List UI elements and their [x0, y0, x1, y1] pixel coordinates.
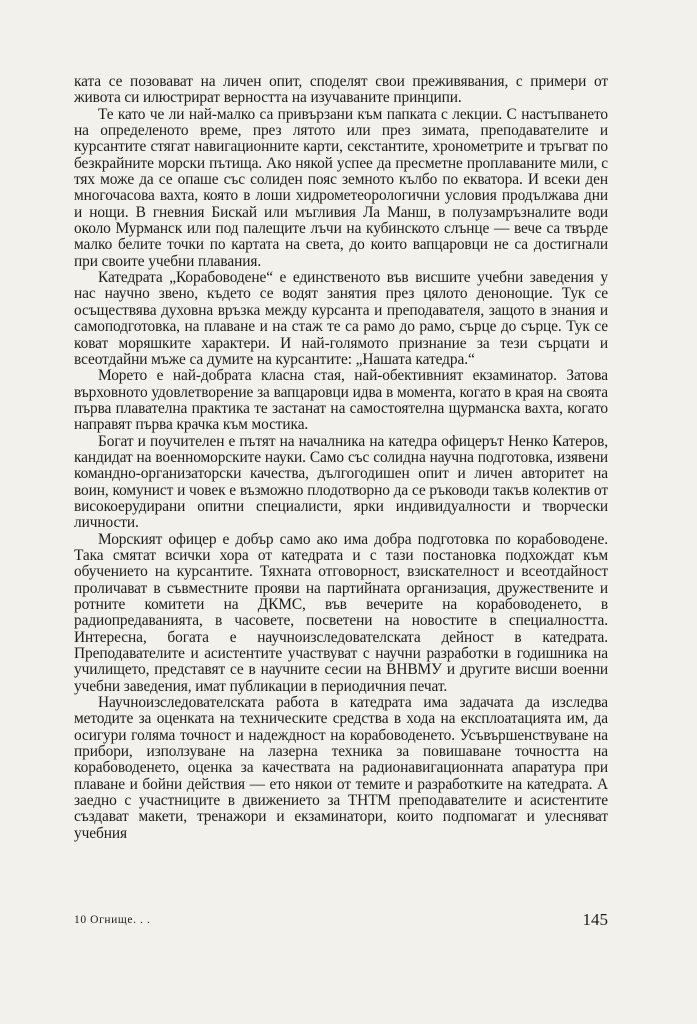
page-footer: [74, 910, 608, 932]
printer-signature: 10 Огнище. . .: [74, 914, 151, 926]
page-body: [74, 74, 608, 842]
paragraph-1: ката се позовават на личен опит, споделят свои преживявания, с примери от живота си илюстрират верността на изучаваните принципи.: [74, 73, 608, 107]
paragraph-6: Морският офицер е добър само ако има добра подготовка по корабоводене. Така смятат всички хора от катедрата и с тази постановка подхождат към обучението на курсантите. Тяхната отговорност, взискателност и всеотдайност проличават в съвместните прояви на партийната организация, дружествените и ротните комитети на ДКМС, във вечерите на корабоводенето, в радиопредаванията, в часовете, посветени на новостите в специалността. Интересна, богата е научноизследователската дейност в катедрата. Преподавателите и асистентите участвуват с научни разработки в годишника на училището, представят се в научните сесии на ВНВМУ и другите висши военни учебни заведения, имат публикации в периодичния печат.: [74, 530, 608, 695]
paragraph-7: Научноизследователската работа в катедрата има задачата да изследва методите за оценката на техническите средства в хода на експлоатацията им, да осигури голяма точност и надеждност на корабоводенето. Усъвършенствуване на прибори, използуване на лазерна техника за повишаване точността на корабоводенето, оценка за качествата на радионавигационната апаратура при плаване и бойни действия — ето някои от темите и разработките на катедрата. А заедно с участниците в движението за ТНТМ преподавателите и асистентите създават макети, тренажори и екзаминатори, които подпомагат и улесняват учебния: [74, 694, 608, 842]
paragraph-2: Те като че ли най-малко са привързани към папката с лекции. С настъпването на определеното време, през лятото или през зимата, преподавателите и курсантите стягат навигационните карти, секстантите, хронометрите и тръгват по безкрайните морски пътища. Ако някой успее да пресметне проплаваните мили, с тях може да се опаше със солиден пояс земното кълбо по екватора. И всеки ден многочасова вахта, която в лоши хидрометеорологични условия продължава дни и нощи. В гневния Бискай или мъгливия Ла Манш, в полузамръзналите води около Мурманск или под палещите лъчи на кубинското слънце — вече са твърде малко белите точки по картата на света, до които вапцаровци не са достигнали при своите учебни плавания.: [74, 105, 608, 270]
paragraph-4: Морето е най-добрата класна стая, най-обективният екзаминатор. Затова върховното удовлетворение за вапцаровци идва в момента, когато в края на своята първа плавателна практика те застанат на самостоятелна щурманска вахта, когато направят първа крачка към мостика.: [74, 367, 608, 434]
paragraph-5: Богат и поучителен е пътят на началника на катедра офицерът Ненко Катеров, кандидат на военноморските науки. Само със солидна научна подготовка, изявени командно-организаторски качества, дългогодишен опит и личен авторитет на воин, комунист и човек е възможно плодотворно да се ръководи такъв колектив от високоерудирани опитни специалисти, ярки индивидуалности и творчески личности.: [74, 432, 608, 532]
paragraph-3: Катедрата „Корабоводене“ е единственото във висшите учебни заведения у нас научно звено, където се водят занятия през цялото денонощие. Тук се осъществява духовна връзка между курсанта и преподавателя, защото в знания и самоподготовка, на плаване и на стаж те са рамо до рамо, сърце до сърце. Тук се коват моряшките характери. И най-голямото признание за тези сърцати и всеотдайни мъже са думите на курсантите: „Нашата катедра.“: [74, 269, 608, 368]
page-number: 145: [582, 910, 608, 929]
